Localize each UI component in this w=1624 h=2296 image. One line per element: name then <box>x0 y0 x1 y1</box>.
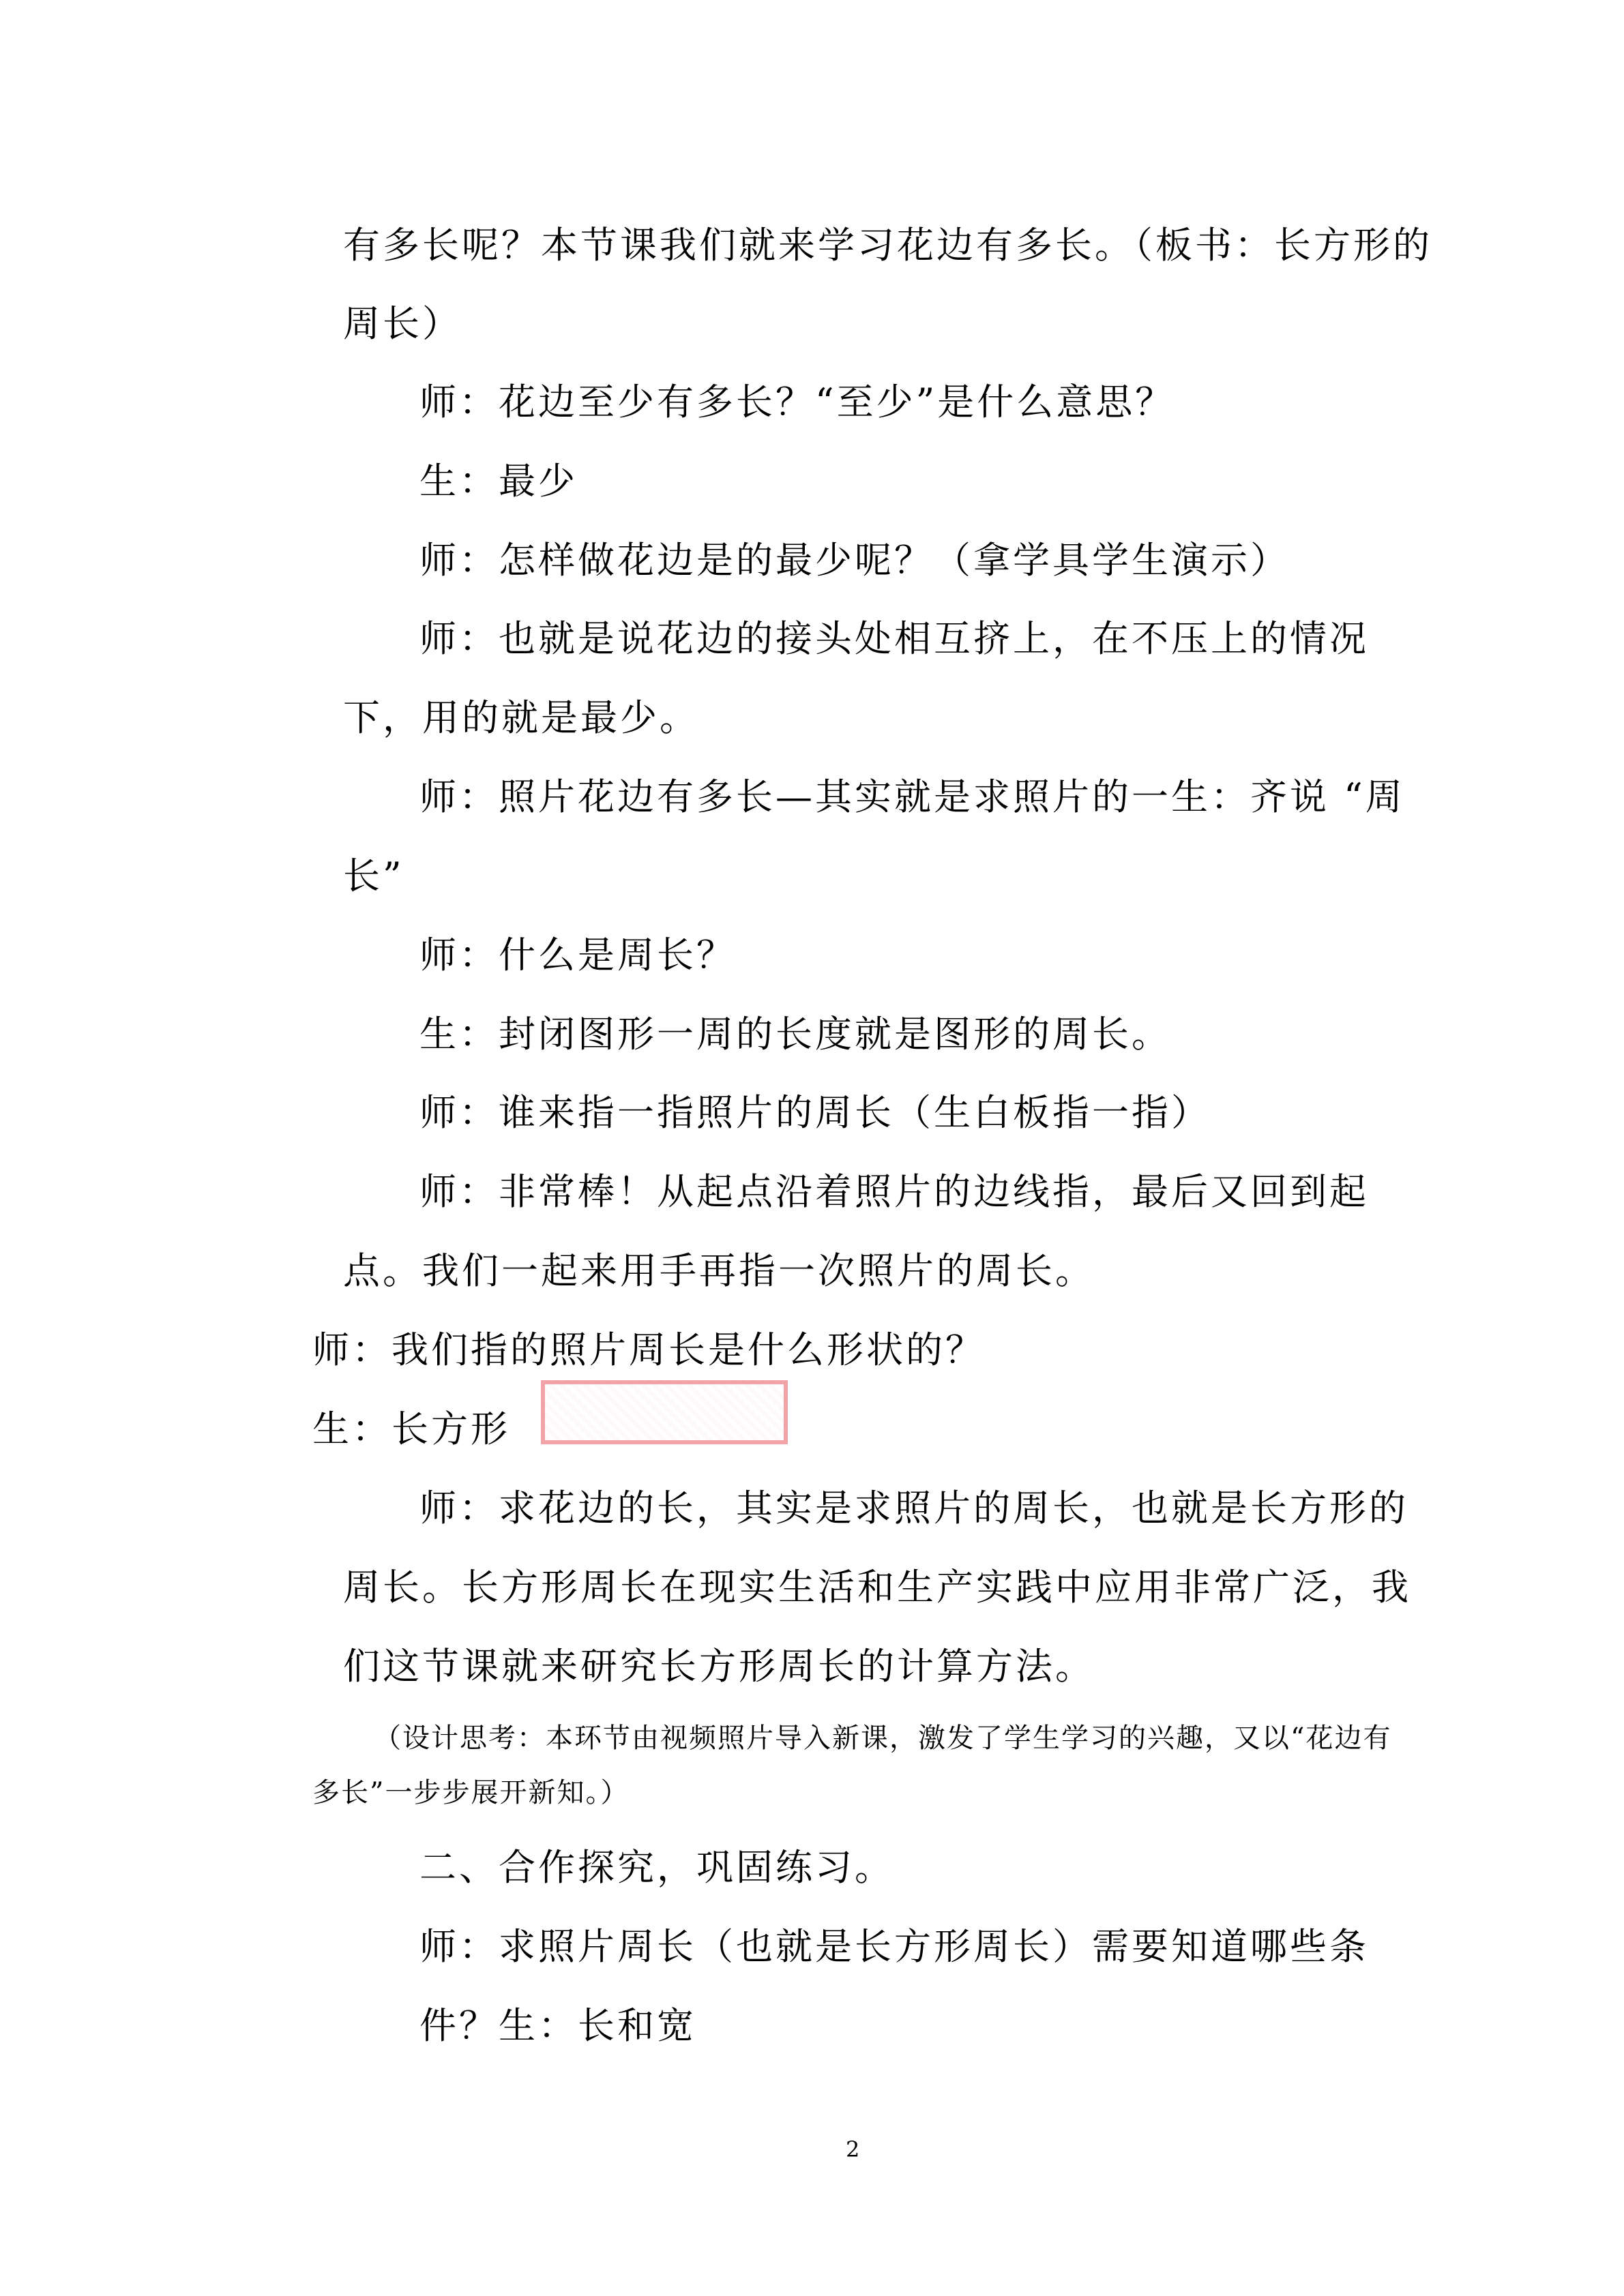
section-heading: 二、合作探究，巩固练习。 <box>419 1846 894 1889</box>
text-line: 们这节课就来研究长方形周长的计算方法。 <box>343 1645 1095 1688</box>
text-line: 下，用的就是最少。 <box>343 696 699 739</box>
pink-rectangle-shape <box>541 1380 788 1444</box>
text-line: 师：照片花边有多长—其实就是求照片的一生：齐说 “周 <box>419 775 1405 818</box>
text-line: 师：谁来指一指照片的周长（生白板指一指） <box>419 1091 1211 1134</box>
text-line: 师：也就是说花边的接头处相互挤上，在不压上的情况 <box>419 617 1369 660</box>
text-line: 师：我们指的照片周长是什么形状的？ <box>312 1328 985 1371</box>
text-line: 师：求照片周长（也就是长方形周长）需要知道哪些条 <box>419 1925 1369 1968</box>
text-line: 生：最少 <box>419 460 578 503</box>
text-line: 有多长呢？本节课我们就来学习花边有多长。（板书：长方形的 <box>343 224 1432 267</box>
text-line: 师：花边至少有多长？“至少”是什么意思？ <box>419 381 1175 423</box>
text-line: 生：长方形 <box>312 1407 510 1450</box>
text-line: 师：求花边的长，其实是求照片的周长，也就是长方形的 <box>419 1487 1408 1530</box>
text-line: 师：什么是周长？ <box>419 934 736 976</box>
design-note-line: 多长”一步步展开新知。） <box>312 1777 630 1808</box>
text-line: 点。我们一起来用手再指一次照片的周长。 <box>343 1249 1095 1292</box>
text-line: 师：怎样做花边是的最少呢？（拿学具学生演示） <box>419 539 1290 582</box>
text-line: 件？生：长和宽 <box>419 2004 696 2047</box>
page-number: 2 <box>846 2136 860 2162</box>
text-line: 周长） <box>343 302 462 345</box>
text-line: 周长。长方形周长在现实生活和生产实践中应用非常广泛，我 <box>343 1566 1411 1609</box>
text-line: 师：非常棒！从起点沿着照片的边线指，最后又回到起 <box>419 1170 1369 1213</box>
text-line: 长” <box>343 854 404 897</box>
text-line: 生：封闭图形一周的长度就是图形的周长。 <box>419 1013 1171 1056</box>
design-note-line: （设计思考：本环节由视频照片导入新课，激发了学生学习的兴趣，又以“花边有 <box>374 1723 1392 1754</box>
